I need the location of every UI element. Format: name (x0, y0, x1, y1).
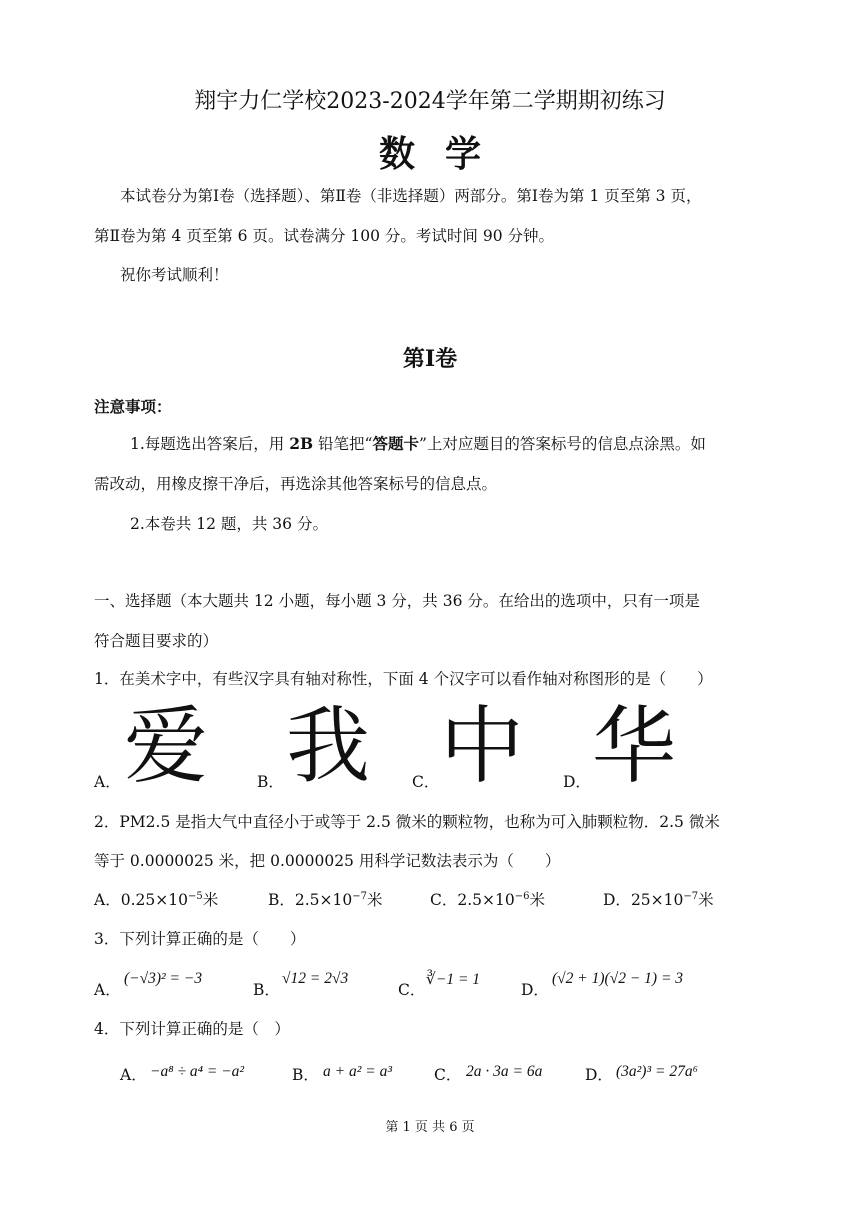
good-luck-text: 祝你考试顺利！ (120, 266, 229, 284)
q3-option-a-formula: (−√3)² = −3 (124, 970, 203, 987)
q2-option-d-base: 25×10 (630, 891, 684, 909)
q2-option-c (430, 888, 545, 910)
question-2-line-2: 等于 0.0000025 米，把 0.0000025 用科学记数法表示为（ ） (94, 852, 561, 870)
q1-option-b-char: 我 (286, 697, 371, 795)
note-1-answer-card: 答题卡 (372, 434, 419, 453)
note-1-pencil: 2B (289, 434, 314, 453)
note-1 (130, 432, 706, 454)
subject-title: 数学 (378, 133, 511, 175)
q1-option-a-char: 爱 (124, 697, 209, 795)
q3-option-b-formula: √12 = 2√3 (282, 970, 349, 987)
q2-option-b (268, 888, 383, 910)
q2-option-a-unit: 米 (202, 891, 219, 909)
q3-option-b-label: B． (253, 981, 280, 999)
note-1-post: ”上对应题目的答案标号的信息点涂黑。如 (418, 435, 706, 453)
q2-option-b-base: 2.5×10 (294, 891, 353, 909)
section-title: 第Ⅰ卷 (402, 346, 458, 372)
q4-option-b-formula: a + a² = a³ (323, 1063, 392, 1080)
note-1-line-2: 需改动，用橡皮擦干净后，再选涂其他答案标号的信息点。 (94, 475, 498, 493)
intro-line-2: 第Ⅱ卷为第 4 页至第 6 页。试卷满分 100 分。考试时间 90 分钟。 (94, 227, 554, 245)
exam-title: 翔宇力仁学校2023-2024学年第二学期期初练习 (194, 89, 666, 114)
part1-heading-line-1: 一、选择题（本大题共 12 小题，每小题 3 分，共 36 分。在给出的选项中，只有一项是 (94, 592, 700, 610)
q2-option-a-exp: −5 (187, 890, 203, 902)
q3-option-d-label: D． (521, 981, 549, 999)
q4-option-d-label: D． (585, 1066, 613, 1084)
note-1-mid: 铅笔把“ (313, 435, 373, 453)
q3-option-a-label: A． (94, 981, 121, 999)
q4-option-d-formula: (3a²)³ = 27a⁶ (616, 1063, 698, 1080)
q2-option-c-exp: −6 (514, 890, 530, 902)
q2-option-d-label: D． (603, 891, 631, 909)
q1-option-d-char: 华 (592, 697, 677, 795)
q3-option-c-label: C． (398, 981, 426, 999)
q4-option-b-label: B． (292, 1066, 319, 1084)
page-footer: 第 1 页 共 6 页 (385, 1120, 475, 1135)
q1-option-d-label: D． (563, 773, 591, 791)
q2-option-b-label: B． (268, 891, 295, 909)
question-1-stem: 1．在美术字中，有些汉字具有轴对称性，下面 4 个汉字可以看作轴对称图形的是（ ） (94, 670, 713, 688)
intro-line-1: 本试卷分为第Ⅰ卷（选择题）、第Ⅱ卷（非选择题）两部分。第Ⅰ卷为第 1 页至第 3 页， (120, 187, 702, 205)
q1-option-a-label: A． (94, 773, 121, 791)
q2-option-c-unit: 米 (529, 891, 546, 909)
q4-option-c-label: C． (434, 1066, 462, 1084)
q1-option-b-label: B． (257, 773, 284, 791)
q2-option-a (94, 888, 218, 910)
q2-option-b-exp: −7 (352, 890, 368, 902)
q2-option-d (603, 888, 714, 910)
question-3-stem: 3．下列计算正确的是（ ） (94, 930, 306, 948)
note-2: 2.本卷共 12 题，共 36 分。 (130, 515, 328, 533)
q4-option-a-label: A． (120, 1066, 147, 1084)
question-2-line-1: 2．PM2.5 是指大气中直径小于或等于 2.5 微米的颗粒物，也称为可入肺颗粒物．2.5 微米 (94, 813, 720, 831)
question-4-stem: 4．下列计算正确的是（ ） (94, 1020, 290, 1038)
q2-option-d-exp: −7 (683, 890, 699, 902)
q1-option-c-label: C． (412, 773, 440, 791)
q4-option-c-formula: 2a · 3a = 6a (466, 1063, 543, 1080)
notes-heading: 注意事项： (94, 397, 172, 416)
q2-option-c-base: 2.5×10 (457, 891, 515, 909)
q2-option-d-unit: 米 (698, 891, 714, 909)
q2-option-c-label: C． (430, 891, 458, 909)
q1-option-c-char: 中 (440, 697, 525, 795)
q3-option-c-formula: ∛−1 = 1 (426, 971, 481, 988)
q4-option-a-formula: −a⁸ ÷ a⁴ = −a² (150, 1063, 245, 1080)
note-1-pre: 1.每题选出答案后，用 (130, 435, 290, 453)
q2-option-a-base: 0.25×10 (120, 891, 188, 909)
q3-option-d-formula: (√2 + 1)(√2 − 1) = 3 (552, 970, 684, 987)
part1-heading-line-2: 符合题目要求的） (94, 632, 219, 650)
q2-option-a-label: A． (94, 891, 121, 909)
q2-option-b-unit: 米 (367, 891, 383, 909)
